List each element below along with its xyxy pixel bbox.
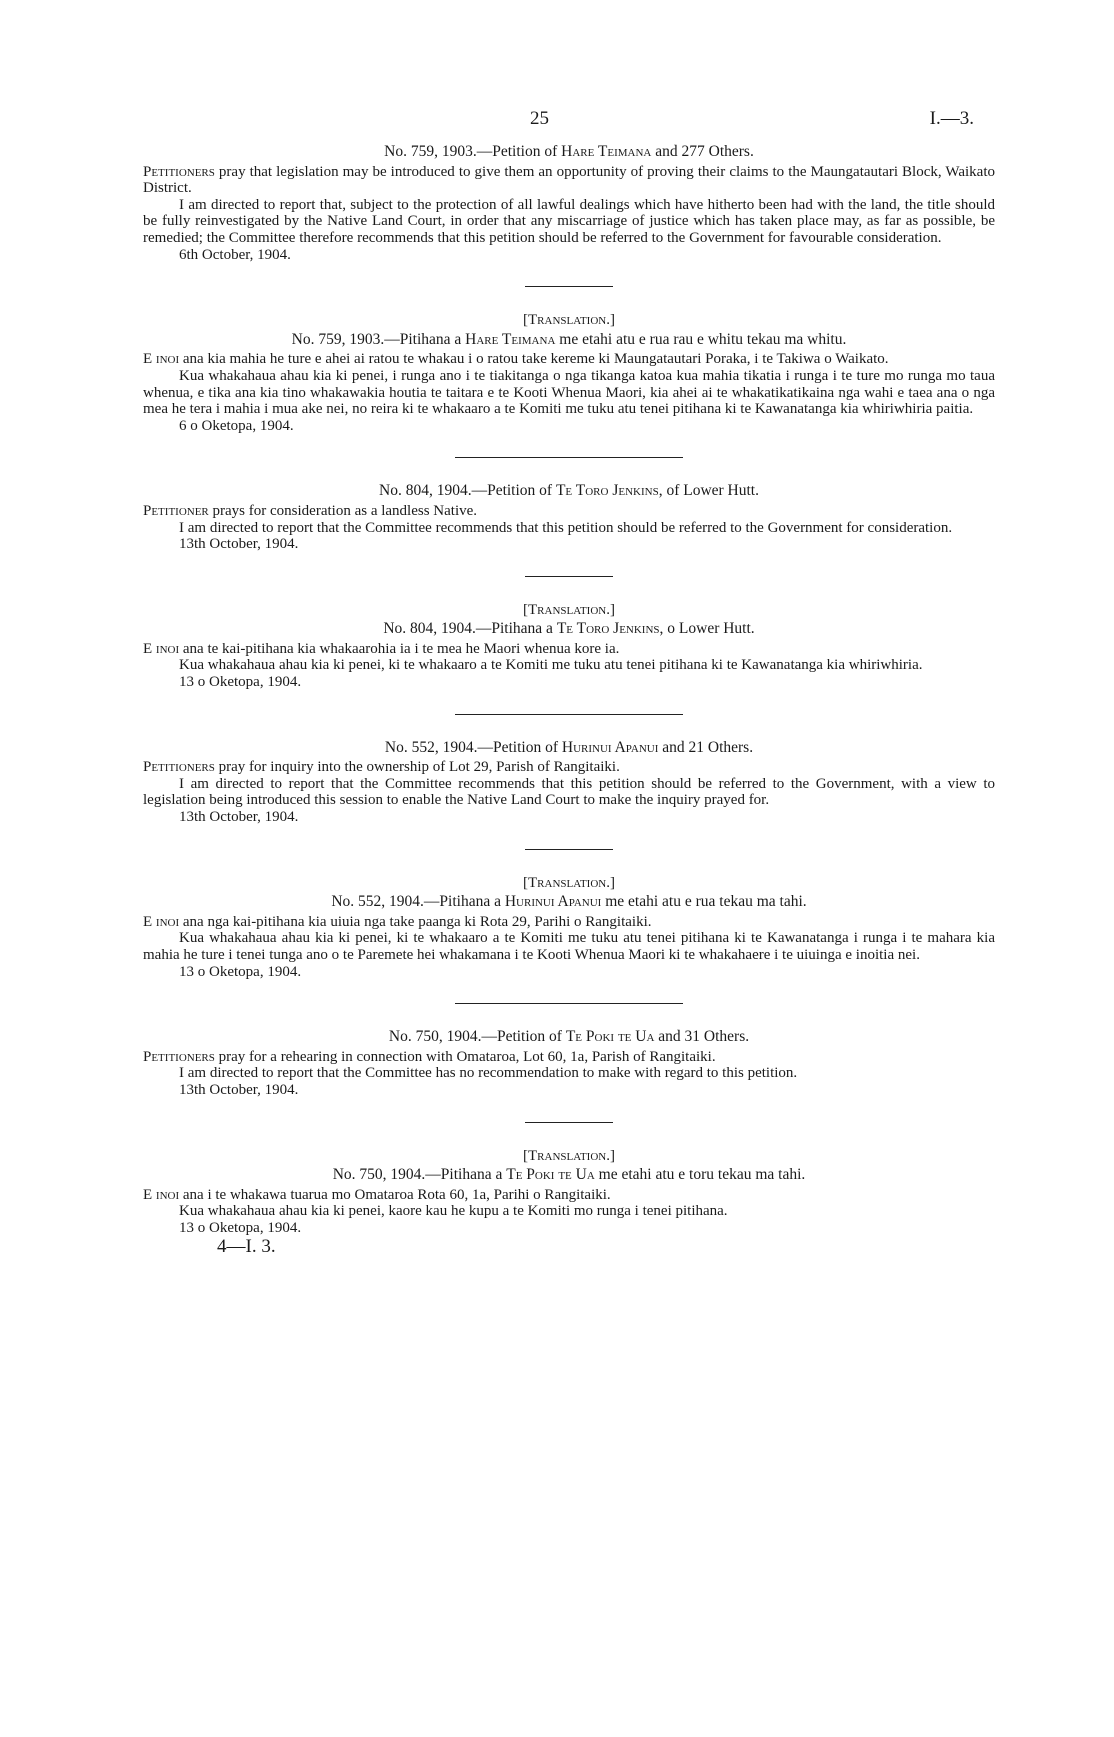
petition-prayer: Petitioners pray that legislation may be introduced to give them an opportunity of proving their claims to the Maungatautari Block, Waikato District. — [143, 163, 995, 197]
translation-heading: [Translation.] — [523, 601, 615, 618]
translation-title: No. 552, 1904.—Pitihana a Hurinui Apanui me etahi atu e rua tekau ma tahi. — [331, 893, 807, 911]
translation-552 — [143, 875, 995, 981]
translation-title: No. 804, 1904.—Pitihana a Te Toro Jenkins, o Lower Hutt. — [383, 620, 755, 638]
translation-title: No. 750, 1904.—Pitihana a Te Poki te Ua me etahi atu e toru tekau ma tahi. — [332, 1166, 806, 1184]
petition-prayer: Petitioners pray for inquiry into the ownership of Lot 29, Parish of Rangitaiki. — [143, 759, 620, 776]
translation-heading: [Translation.] — [523, 1147, 615, 1164]
committee-report: I am directed to report that the Committee has no recommendation to make with regard to this petition. — [179, 1065, 798, 1082]
petition-title: No. 750, 1904.—Petition of Te Poki te Ua and 31 Others. — [388, 1028, 750, 1046]
translation-750 — [143, 1148, 995, 1237]
section-divider — [525, 286, 613, 287]
document-reference: I.—3. — [929, 108, 974, 129]
translation-report: Kua whakahaua ahau kia ki penei, ki te whakaaro a te Komiti me tuku atu tenei pitihana ki te Kawanatanga kia whiriwhiria. — [179, 657, 923, 674]
page-number: 25 — [530, 108, 549, 129]
translation-prayer: E inoi ana te kai-pitihana kia whakaarohia ia i te mea he Maori whenua kore ia. — [143, 640, 620, 657]
translation-prayer: E inoi ana i te whakawa tuarua mo Omataroa Rota 60, 1a, Parihi o Rangitaiki. — [143, 1186, 611, 1203]
translation-report: Kua whakahaua ahau kia ki penei, ki te whakaaro a te Komiti me tuku atu tenei pitihana ki te Kawanatanga i runga i te mahara kia mahia he ture i tenei tunga ano o te Paremete hei whakamana i te Kooti Whenua Maori ki te whakahaere i te uiuinga e inoitia nei. — [143, 930, 995, 963]
translation-title: No. 759, 1903.—Pitihana a Hare Teimana me etahi atu e rua rau e whitu tekau ma whitu. — [291, 330, 847, 348]
translation-heading: [Translation.] — [523, 312, 615, 329]
petition-title: No. 552, 1904.—Petition of Hurinui Apanui and 21 Others. — [384, 738, 754, 756]
petition-title: No. 759, 1903.—Petition of Hare Teimana and 277 Others. — [384, 143, 754, 160]
petition-prayer: Petitioners pray for a rehearing in connection with Omataroa, Lot 60, 1a, Parish of Rangitaiki. — [143, 1048, 716, 1065]
section-divider — [525, 1122, 613, 1123]
petition-750 — [143, 1029, 995, 1098]
section-divider — [525, 849, 613, 850]
petition-759 — [143, 144, 995, 263]
committee-report: I am directed to report that, subject to the protection of all lawful dealings which have hitherto been had with the land, the title should be fully reinvestigated by the Native Land Court, in order that any miscarriage of justice which has taken place may, as far as possible, be remedied; the Committee therefore recommends that this petition should be referred to the Government for favourable consideration. — [143, 196, 995, 246]
petition-divider — [455, 714, 683, 715]
petition-552 — [143, 740, 995, 826]
translation-prayer: E inoi ana nga kai-pitihana kia uiuia nga take paanga ki Rota 29, Parihi o Rangitaiki. — [143, 913, 652, 930]
translation-date: 13 o Oketopa, 1904. — [179, 963, 302, 980]
translation-date: 13 o Oketopa, 1904. — [179, 1219, 302, 1236]
petition-prayer: Petitioner prays for consideration as a landless Native. — [143, 502, 478, 519]
translation-804 — [143, 602, 995, 691]
report-date: 13th October, 1904. — [179, 536, 299, 553]
translation-date: 13 o Oketopa, 1904. — [179, 674, 302, 691]
signature-mark: 4—I. 3. — [217, 1235, 276, 1257]
translation-heading: [Translation.] — [523, 874, 615, 891]
page-content — [143, 144, 995, 1255]
translation-report: Kua whakahaua ahau kia ki penei, kaore kau he kupu a te Komiti mo runga i tenei pitihana. — [179, 1203, 728, 1220]
translation-759 — [143, 312, 995, 434]
petition-divider — [455, 1003, 683, 1004]
section-divider — [525, 576, 613, 577]
page-header — [0, 108, 1114, 134]
committee-report: I am directed to report that the Committee recommends that this petition should be referred to the Government, with a view to legislation being introduced this session to enable the Native Land Court to make the inquiry prayed for. — [143, 775, 995, 809]
petition-804 — [143, 483, 995, 552]
translation-report: Kua whakahaua ahau kia ki penei, i runga ano i te tiakitanga o nga tikanga katoa kua mahia tikatia i runga i te ture mo runga mo taua whenua, e tika ana kia tino whakawakia houtia te taitara e te Kooti Whenua Maori, kia ahei ai te whakatikatikaina nga wahi e taea ana o nga mea he tera i mahia i mua ake nei, no reira ki te whakaaro a te Komiti me tuku atu tenei pitihana ki te Kawanatanga kia whiriwhiria paitia. — [143, 367, 995, 418]
translation-prayer: E inoi ana kia mahia he ture e ahei ai ratou te whakau i o ratou take kereme ki Maungatautari Poraka, i te Takiwa o Waikato. — [143, 351, 889, 368]
petition-divider — [455, 457, 683, 458]
translation-date: 6 o Oketopa, 1904. — [179, 417, 294, 434]
report-date: 6th October, 1904. — [179, 246, 291, 263]
committee-report: I am directed to report that the Committee recommends that this petition should be referred to the Government for consideration. — [179, 519, 953, 536]
petition-title: No. 804, 1904.—Petition of Te Toro Jenkins, of Lower Hutt. — [379, 482, 759, 500]
report-date: 13th October, 1904. — [179, 1081, 299, 1098]
report-date: 13th October, 1904. — [179, 809, 299, 826]
